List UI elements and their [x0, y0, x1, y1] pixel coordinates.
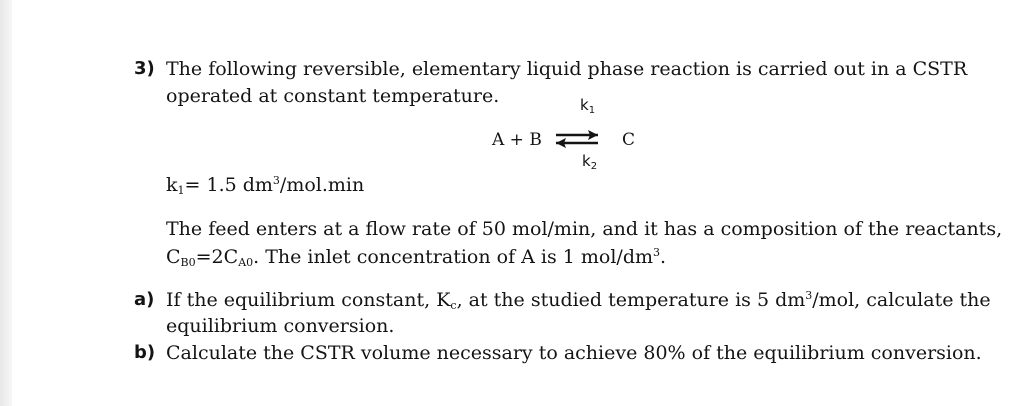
page-left-margin	[0, 0, 12, 406]
product: C	[622, 130, 636, 150]
question-number: 3)	[134, 58, 155, 79]
reactants: A + B	[492, 130, 542, 150]
question-text-line1: The following reversible, elementary liquid phase reaction is carried out in a CSTR	[166, 58, 968, 80]
k1-value: $k_1= 1.5$ $dm^3/mol.\min$	[166, 174, 365, 197]
part-b-text: Calculate the CSTR volume necessary to achieve 80% of the equilibrium conversion.	[166, 342, 982, 364]
reversible-arrow-icon	[552, 128, 602, 150]
part-a-text-line2: equilibrium conversion.	[166, 315, 395, 337]
part-a-text-line1: If the equilibrium constant, $K_c$, at the studied temperature is 5 $dm^3$/mol, calculate the	[166, 289, 991, 312]
k1-forward-label: $k_1$	[580, 96, 596, 116]
feed-text-line1: The feed enters at a flow rate of 50 mol/min, and it has a composition of the reactants,	[166, 218, 1003, 240]
feed-text-line2: $C_{B0}=2C_{A0}$. The inlet concentration of A is 1 mol/$dm^3$.	[166, 246, 667, 269]
part-b-label: b)	[134, 342, 156, 363]
k2-reverse-label: $k_2$	[582, 152, 598, 172]
problem-page	[12, 0, 1024, 406]
question-text-line2: operated at constant temperature.	[166, 85, 500, 107]
part-a-label: a)	[134, 289, 155, 310]
